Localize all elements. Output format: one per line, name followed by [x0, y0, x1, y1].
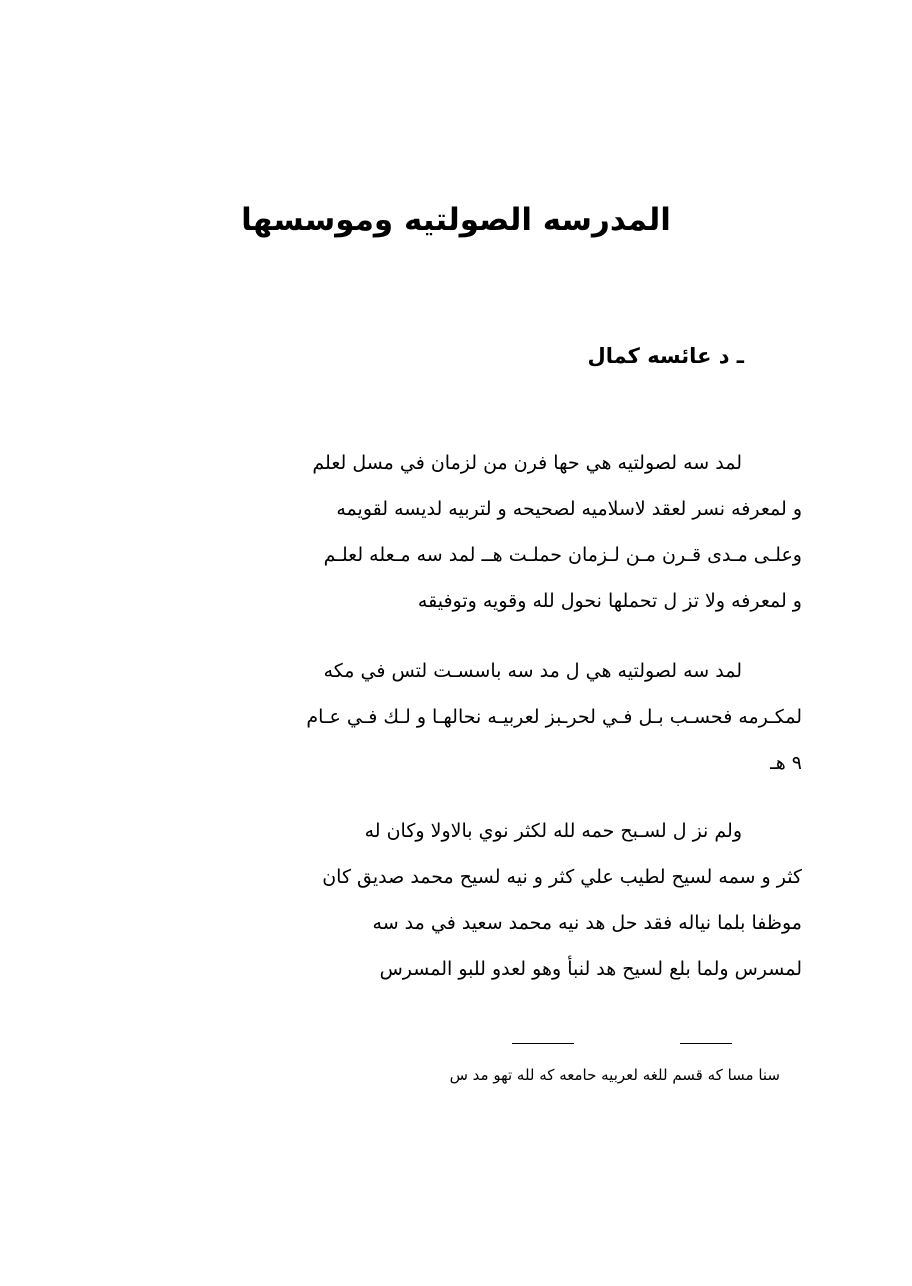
paragraph-line: لمكـرمه فحسـب بـل فـي لحرـبز لعربيـه نحالهـا و لـك فـي عـام	[306, 706, 802, 728]
paragraph-line: لمد سه لصولتيه هي حها فرن من لزمان في مسل لعلم	[312, 452, 742, 474]
paragraph-line: كثر و سمه لسيح لطيب علي كثر و نيه لسيح محمد صديق كان	[322, 866, 802, 888]
paragraph-line: لمسرس ولما بلع لسيح هد لنبأ وهو لعدو للبو المسرس	[379, 958, 802, 980]
paragraph-line: وعلـى مـدى قـرن مـن لـزمان حملـت هــ لمد سه مـعله لعلـم	[323, 544, 802, 566]
author-line: ـ د عائسه كمال	[587, 344, 744, 368]
paragraph-line: موظفا بلما نياله فقد حل هد نيه محمد سعيد في مد سه	[372, 912, 802, 934]
footnote-rule	[680, 1043, 732, 1044]
paragraph-line: لمد سه لصولتيه هي ل مد سه باسسـت لتس في مكه	[323, 660, 742, 682]
footnote-separator	[0, 1043, 912, 1045]
paragraph-line: و لمعرفه ولا تز ل تحملها نحول لله وقويه وتوفيقه	[417, 590, 802, 612]
paragraph-line: ٩ هـ	[770, 752, 802, 774]
footnote: سنا مسا كه قسم للغه لعربيه حامعه كه لله تهو مد س	[449, 1066, 780, 1084]
paragraph-3	[122, 808, 802, 992]
paragraph-2	[122, 648, 802, 786]
paragraph-line: ولم نز ل لسـبح حمه لله لكثر نوي بالاولا وكان له	[364, 820, 742, 842]
footnote-rule	[512, 1043, 574, 1044]
paragraph-1	[122, 440, 802, 624]
paragraph-line: و لمعرفه نسر لعقد لاسلاميه لصحيحه و لتربيه لديسه لقويمه	[336, 498, 802, 520]
document-title: المدرسه الصولتيه وموسسها	[241, 202, 671, 238]
